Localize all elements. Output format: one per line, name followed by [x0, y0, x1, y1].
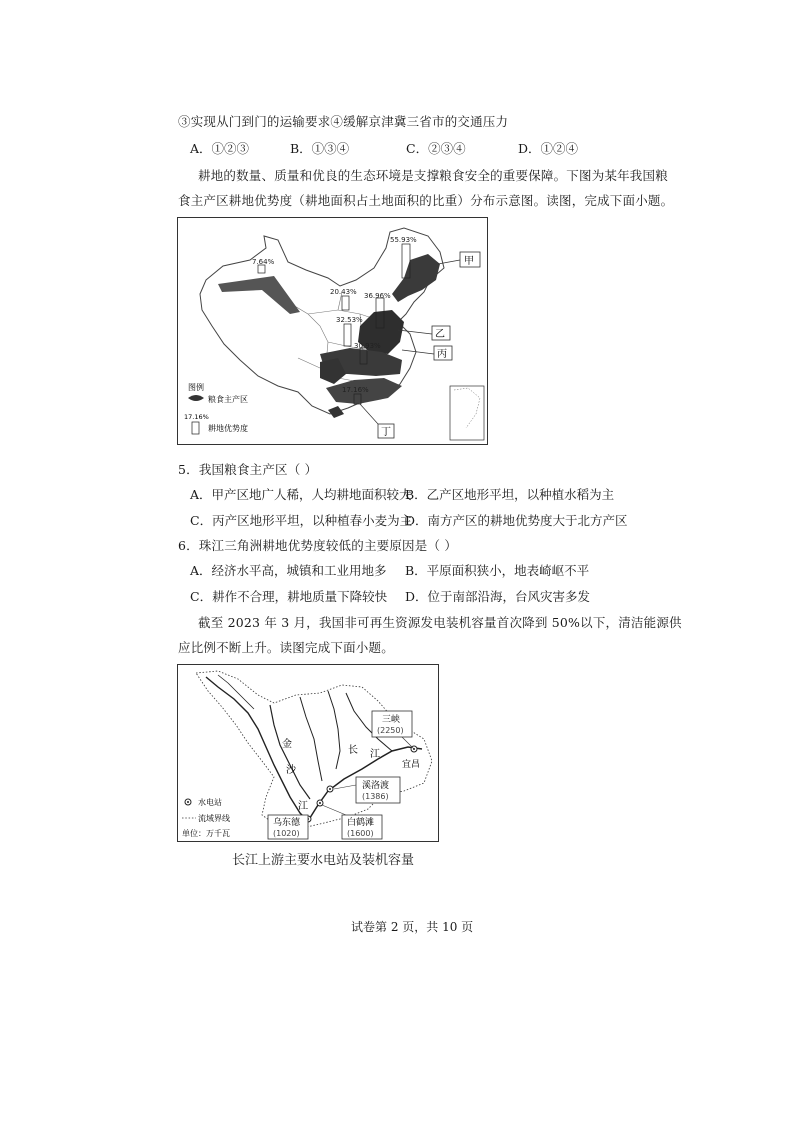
- q5-option-c: C．丙产区地形平坦，以种植春小麦为主: [190, 513, 413, 528]
- page-footer: 试卷第 2 页，共 10 页: [351, 920, 474, 934]
- q5-option-b: B．乙产区地形平坦，以种植水稻为主: [405, 487, 615, 502]
- station-capacity-wudongde: (1020): [273, 829, 300, 838]
- q4-statement-tail: ③实现从门到门的运输要求④缓解京津冀三省市的交通压力: [178, 114, 509, 129]
- q6-option-d: D．位于南部沿海，台风灾害多发: [405, 589, 591, 604]
- intro2-line1: 截至 2023 年 3 月，我国非可再生资源发电装机容量首次降到 50%以下，清洁能源供: [198, 615, 682, 630]
- legend-boundary: 流域界线: [198, 814, 230, 823]
- q5-option-a: A．甲产区地广人稀，人均耕地面积较大: [190, 487, 412, 502]
- q6-stem: 6．珠江三角洲耕地优势度较低的主要原因是（ ）: [178, 538, 458, 553]
- intro1-line2: 食主产区耕地优势度（耕地面积占土地面积的比重）分布示意图。读图，完成下面小题。: [178, 193, 674, 208]
- river-char-jiang1: 江: [298, 801, 308, 812]
- q6-option-b: B．平原面积狭小，地表崎岖不平: [405, 563, 590, 578]
- grain-region-northeast: [392, 254, 440, 302]
- grain-region-hainan: [328, 406, 344, 418]
- q5-option-d: D．南方产区的耕地优势度大于北方产区: [405, 513, 628, 528]
- legend-sample-value: 17.16%: [184, 413, 209, 421]
- station-name-sanxia: 三峡: [382, 715, 401, 725]
- hydropower-icon: [327, 786, 333, 792]
- legend-grain-area: 粮食主产区: [208, 395, 248, 404]
- q4-option-b: B．①③④: [290, 141, 350, 156]
- q4-option-a: A．①②③: [190, 141, 250, 156]
- tributary-west: [270, 705, 310, 799]
- station-capacity-xiluodu: (1386): [362, 792, 389, 801]
- station-name-wudongde: 乌东德: [273, 818, 301, 828]
- intro1-line1: 耕地的数量、质量和优良的生态环境是支撑粮食安全的重要保障。下图为某年我国粮: [198, 168, 668, 183]
- river-char-jin: 金: [282, 739, 292, 750]
- farmland-map: [177, 217, 488, 445]
- region-label-bing: 丙: [437, 349, 447, 360]
- china-outline: [200, 228, 444, 414]
- river-char-chang: 长: [348, 745, 358, 756]
- legend-farmland-advantage: 耕地优势度: [208, 424, 248, 433]
- legend-station: 水电站: [198, 798, 222, 807]
- station-capacity-baihetan: (1600): [347, 829, 374, 838]
- region-label-ding: 丁: [381, 427, 391, 438]
- city-yichang: 宜昌: [402, 760, 421, 770]
- legend-title: 图例: [188, 383, 204, 392]
- yangtze-hydropower-map: [177, 664, 439, 842]
- region-label-jia: 甲: [464, 256, 474, 267]
- q5-stem: 5．我国粮食主产区（ ）: [178, 462, 318, 477]
- value-label-20.43: 20.43%: [330, 288, 357, 296]
- value-label-7.64: 7.64%: [252, 258, 275, 266]
- river-char-sha: 沙: [286, 765, 296, 776]
- value-label-32.53: 32.53%: [336, 316, 363, 324]
- value-label-30.93: 30.93%: [354, 342, 381, 350]
- map2-caption: 长江上游主要水电站及装机容量: [232, 853, 415, 868]
- river-char-jiang2: 江: [370, 749, 380, 760]
- value-label-55.93: 55.93%: [390, 236, 417, 244]
- legend-station-icon: [185, 799, 191, 805]
- station-name-xiluodu: 溪洛渡: [362, 781, 390, 791]
- value-label-36.96: 36.96%: [364, 292, 391, 300]
- q4-option-d: D．①②④: [518, 141, 579, 156]
- region-label-yi: 乙: [435, 329, 445, 340]
- legend-unit: 单位：万千瓦: [182, 829, 230, 838]
- q6-option-c: C．耕作不合理，耕地质量下降较快: [190, 589, 388, 604]
- station-name-baihetan: 白鹤滩: [347, 818, 375, 828]
- grain-region-northwest: [218, 276, 300, 314]
- q6-option-a: A．经济水平高，城镇和工业用地多: [190, 563, 387, 578]
- intro2-line2: 应比例不断上升。读图完成下面小题。: [178, 640, 394, 655]
- value-label-17.16: 17.16%: [342, 386, 369, 394]
- q4-option-c: C．②③④: [406, 141, 466, 156]
- station-capacity-sanxia: (2250): [377, 726, 404, 735]
